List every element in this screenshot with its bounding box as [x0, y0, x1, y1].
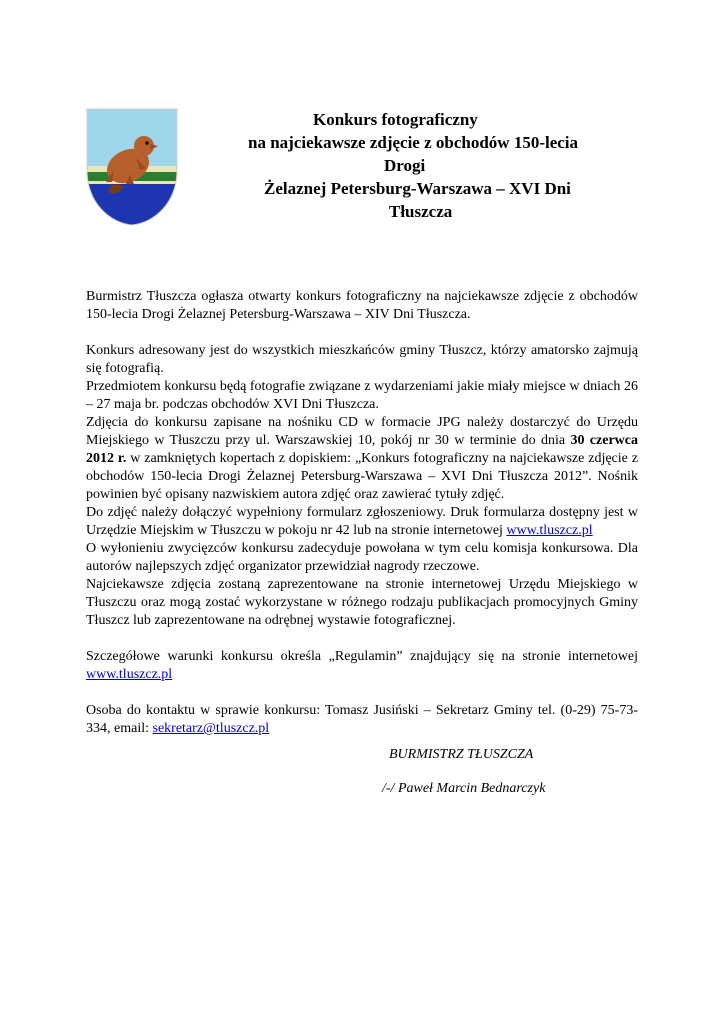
rules-website-link[interactable]: www.tluszcz.pl [86, 667, 173, 682]
title-line-1: Konkurs fotograficzny [313, 110, 478, 129]
rules-text: Szczegółowe warunki konkursu określa „Regulamin” znajdujący się na stronie internetowej [86, 649, 638, 664]
email-link[interactable]: sekretarz@tluszcz.pl [152, 721, 270, 736]
paragraph-submission [86, 414, 638, 504]
deadline-text: 30 czerwca 2012 r. [86, 433, 638, 466]
title-line-4: Żelaznej Petersburg-Warszawa – XVI Dni [264, 179, 571, 198]
coat-of-arms-icon [86, 108, 178, 226]
paragraph-jury: O wyłonieniu zwycięzców konkursu zadecyduje powołana w tym celu komisja konkursowa. Dla autorów najlepszych zdjęć organizator przewidział nagrody rzeczowe. [86, 541, 638, 574]
title-line-3: Drogi [384, 156, 426, 175]
paragraph-contact [86, 702, 638, 738]
signature-title: BURMISTRZ TŁUSZCZA [389, 747, 534, 762]
form-text: Do zdjęć należy dołączyć wypełniony formularz zgłoszeniowy. Druk formularza dostępny jest w Urzędzie Miejskim w Tłuszczu w pokoju nr 42 lub na stronie internetowej [86, 505, 638, 538]
paragraph-subject: Przedmiotem konkursu będą fotografie związane z wydarzeniami jakie miały miejsce w dniach 26 – 27 maja br. podczas obchodów XVI Dni Tłuszcza. [86, 379, 638, 412]
contact-text: Osoba do kontaktu w sprawie konkursu: Tomasz Jusiński – Sekretarz Gminy tel. (0-29) 75-73-334, email: [86, 703, 638, 736]
submission-text-continued: w zamkniętych kopertach z dopiskiem: „Konkurs fotograficzny na najciekawsze zdjęcie z obchodów 150-lecia Drogi Żelaznej Petersburg-Warszawa – XVI Dni Tłuszcza 2012”. Nośnik powinien być opisany nazwiskiem autora zdjęć oraz zawierać tytuły zdjęć. [86, 451, 638, 502]
website-link[interactable]: www.tluszcz.pl [506, 523, 593, 538]
submission-text: Zdjęcia do konkursu zapisane na nośniku CD w formacie JPG należy dostarczyć do Urzędu Miejskiego w Tłuszczu przy ul. Warszawskiej 10, pokój nr 30 w terminie do dnia [86, 415, 638, 448]
title-line-5: Tłuszcza [389, 202, 453, 221]
paragraph-publication: Najciekawsze zdjęcia zostaną zaprezentowane na stronie internetowej Urzędu Miejskiego w Tłuszczu oraz mogą zostać wykorzystane w różnego rodzaju publikacjach promocyjnych Gminy Tłuszcz lub zaprezentowane na odrębnej wystawie fotograficznej. [86, 577, 638, 628]
signature-name: /-/ Paweł Marcin Bednarczyk [382, 781, 546, 796]
announcement-body [86, 288, 638, 738]
paragraph-form [86, 504, 638, 540]
paragraph-announcement: Burmistrz Tłuszcza ogłasza otwarty konkurs fotograficzny na najciekawsze zdjęcie z obchodów 150-lecia Drogi Żelaznej Petersburg-Warszawa – XIV Dni Tłuszcza. [86, 289, 638, 322]
paragraph-audience: Konkurs adresowany jest do wszystkich mieszkańców gminy Tłuszcz, którzy amatorsko zajmują się fotografią. [86, 343, 638, 376]
paragraph-rules [86, 648, 638, 684]
title-line-2: na najciekawsze zdjęcie z obchodów 150-lecia [248, 133, 579, 152]
